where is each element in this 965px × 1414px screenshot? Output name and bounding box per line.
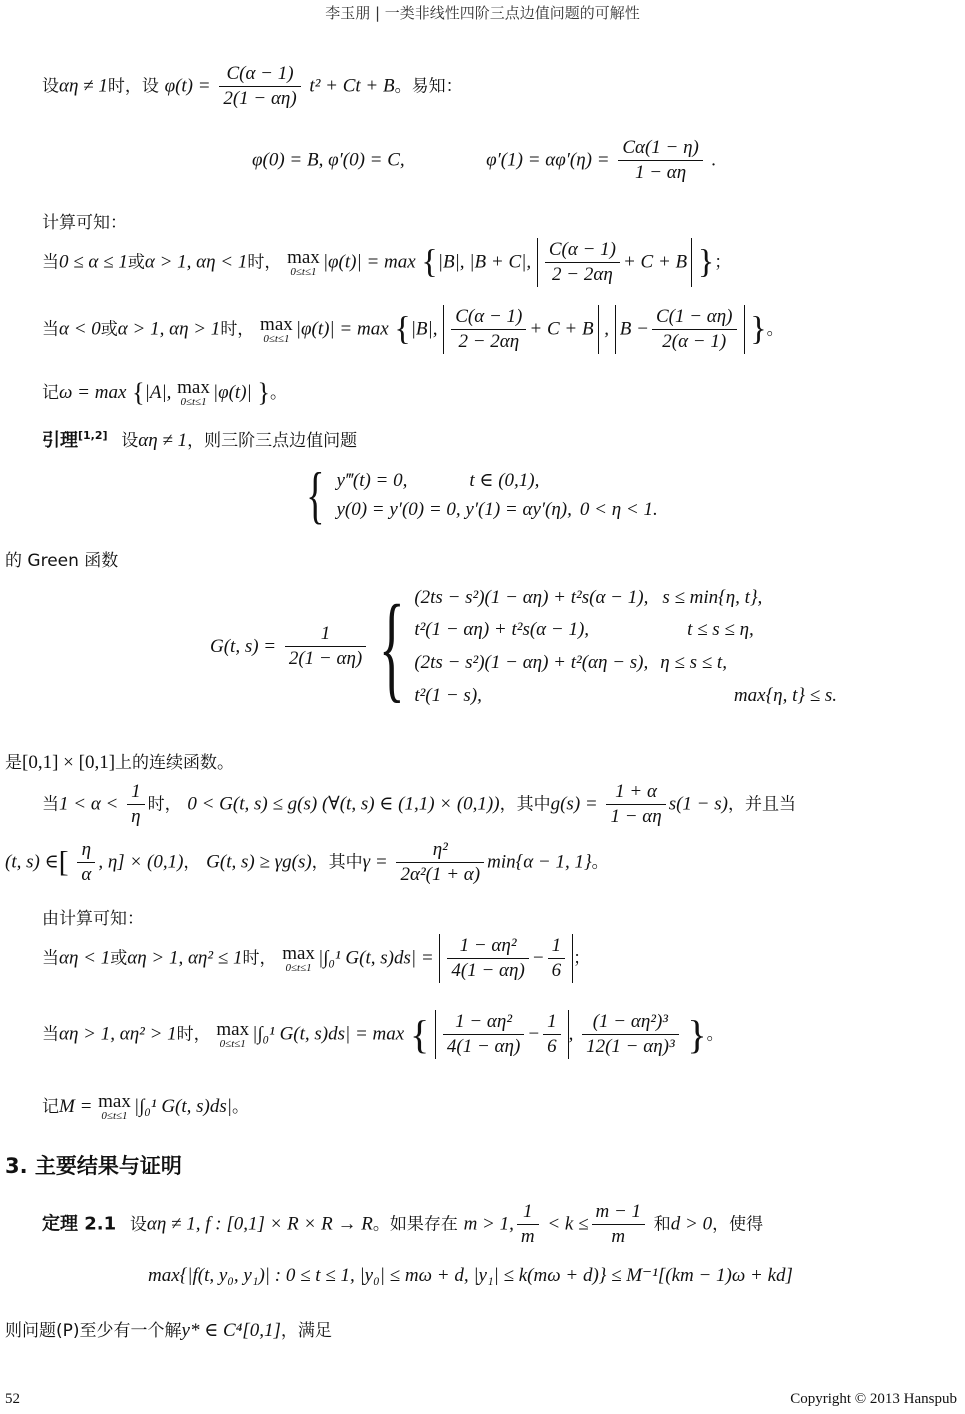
green-function-definition: G(t, s) = $\frac{1}{2(1 - \alpha\eta)}$ { (2ts − s²)(1 − αη) + t²s(α − 1), s ≤ min{η, t}, t²(1 − αη) + t²s(α − 1), t ≤ s ≤ η, (2ts − s²)(1 − αη) + t²(αη − s), η ≤ s ≤ t, t²(1 − s), max{η, t} ≤ s. xyxy=(210,580,838,713)
copyright: Copyright © 2013 Hanspub xyxy=(790,1391,957,1407)
paragraph-green-bounds: 当1 < α < $\frac{1}{\eta}$ 时， 0 < G(t, s) ≤ g(s) (∀(t, s) ∈ (1,1) × (0,1))，其中g(s) = $\frac{1 + \alpha}{1 - \alpha\eta}$ s(1 − s)，并且当 xyxy=(42,781,796,827)
section-title: 3. 主要结果与证明 xyxy=(5,1154,182,1178)
paragraph-max-phi-case2: 当α < 0或α > 1, αη > 1时， max 0≤t≤1 |φ(t)| = max {|B|, $\frac{C(\alpha - 1)}{2 - 2\alpha\eta}$ + C + B , B − $\frac{C(1 - \alpha\eta)}{2(\alpha - 1)}$ }。 xyxy=(42,305,784,354)
theorem-statement: 定理 2.1 设αη ≠ 1, f : [0,1] × R × R → R。如果存在 m > 1, $\frac{1}{m}$ < k ≤ $\frac{m - 1}{m}$ 和d > 0，使得 xyxy=(42,1201,764,1247)
page-number: 52 xyxy=(5,1391,20,1407)
paragraph-omega-definition: 记ω = max {|A|, max 0≤t≤1 |φ(t)| }。 xyxy=(42,377,287,408)
fraction: $\frac{C\alpha(1 - \eta)}{1 - \alpha\eta}$ xyxy=(618,136,703,185)
text-compute: 计算可知： xyxy=(42,213,127,233)
paragraph-M-definition: 记M = max 0≤t≤1 |∫₀¹ G(t, s)ds|。 xyxy=(42,1091,250,1122)
paragraph-integral-case2: 当αη > 1, αη² > 1时， max 0≤t≤1 |∫₀¹ G(t, s)ds| = max { $\frac{\text{1 − αη²}}{4(1 - \alpha\eta)}$ − $\frac{1}{6}$ , $\frac{\text{(1 − αη²)³}}{\text{12(1 − αη)³}}$ }。 xyxy=(42,1010,724,1059)
paragraph-max-phi-case1: 当0 ≤ α ≤ 1或α > 1, αη < 1时， max 0≤t≤1 |φ(t)| = max {|B|, |B + C|, $\frac{C(\alpha - 1)}{2 - 2\alpha\eta}$ + C + B }； xyxy=(42,238,731,287)
theorem-conclusion: 则问题(P)至少有一个解y* ∈ C⁴[0,1]，满足 xyxy=(5,1320,332,1341)
page-header: 李玉朋 | 一类非线性四阶三点边值问题的可解性 xyxy=(325,4,640,22)
text-compute-2: 由计算可知： xyxy=(42,909,144,929)
paragraph-green-lower-bound: (t, s) ∈[ $\frac{\eta}{\alpha}$ , η] × (0,1)， G(t, s) ≥ γg(s)，其中γ = $\frac{\text{η²}}{\text{2α²(1 + α)}}$ min{α − 1, 1}。 xyxy=(5,839,609,885)
equation-phi-values: φ(0) = B, φ′(0) = C, φ′(1) = αφ′(η) = $\frac{C\alpha(1 - \eta)}{1 - \alpha\eta}$ . xyxy=(252,136,716,185)
text-green-function: 的 Green 函数 xyxy=(5,551,119,571)
fraction: $\frac{C(\alpha - 1)}{2(1 - \alpha\eta)}$ xyxy=(219,62,300,111)
lemma-boundary-system: { y‴(t) = 0, t ∈ (0,1), y(0) = y′(0) = 0, y′(1) = αy′(η), 0 < η < 1. xyxy=(306,459,658,530)
lemma-statement: 引理[1,2] 设αη ≠ 1，则三阶三点边值问题 xyxy=(42,429,358,451)
paragraph-phi-definition: 设αη ≠ 1时，设 φ(t) = $\frac{C(\alpha - 1)}{2(1 - \alpha\eta)}$ t² + Ct + B。易知： xyxy=(42,62,463,111)
theorem-condition: max{|f(t, y₀, y₁)| : 0 ≤ t ≤ 1, |y₀| ≤ mω + d, |y₁| ≤ k(mω + d)} ≤ M⁻¹[(km − 1)ω + kd] xyxy=(148,1265,793,1286)
paragraph-integral-case1: 当αη < 1或αη > 1, αη² ≤ 1时， max 0≤t≤1 |∫₀¹ G(t, s)ds| = $\frac{\text{1 − αη²}}{4(1 - \alpha\eta)}$ − $\frac{1}{6}$ ； xyxy=(42,934,590,983)
text-continuity: 是[0,1] × [0,1]上的连续函数。 xyxy=(5,752,235,773)
